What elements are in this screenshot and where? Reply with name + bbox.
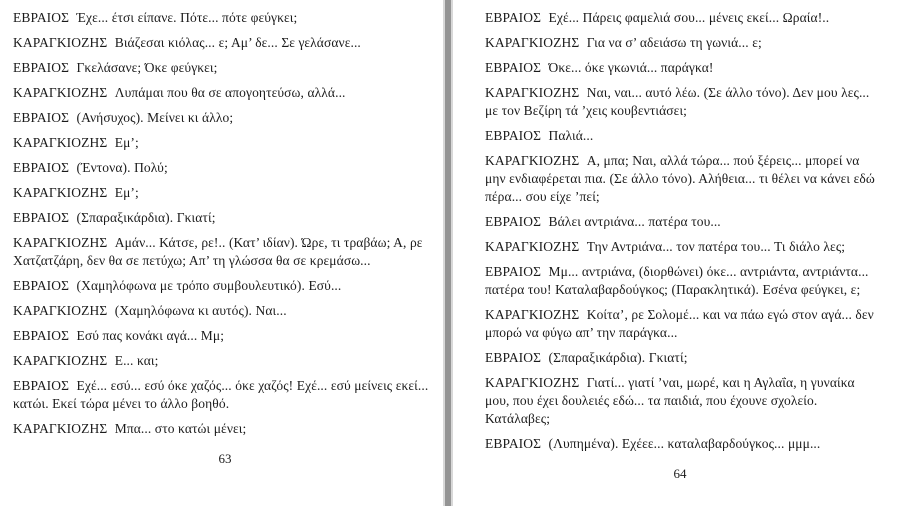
speech-text: Γκελάσανε; Όκε φεύγκει;: [76, 60, 218, 75]
dialogue-paragraph: [13, 184, 437, 202]
speaker-name: ΚΑΡΑΓΚΙΟΖΗΣ: [485, 35, 580, 50]
speaker-name: ΚΑΡΑΓΚΙΟΖΗΣ: [13, 35, 108, 50]
speaker-name: ΕΒΡΑΙΟΣ: [485, 214, 542, 229]
dialogue-paragraph: [13, 277, 437, 295]
speaker-name: ΕΒΡΑΙΟΣ: [485, 264, 542, 279]
speaker-name: ΕΒΡΑΙΟΣ: [485, 60, 542, 75]
dialogue-paragraph: [13, 377, 437, 413]
dialogue-paragraph: [13, 59, 437, 77]
speaker-name: ΕΒΡΑΙΟΣ: [13, 160, 70, 175]
speech-text: Εμ’;: [114, 135, 139, 150]
speech-text: (Χαμηλόφωνα με τρόπο συμβουλευτικό). Εσύ...: [76, 278, 342, 293]
speech-text: Κοίτα’, ρε Σολομέ... και να πάω εγώ στον αγά... δεν μπορώ να φύγω απ’ την παράγκα...: [485, 307, 874, 340]
speaker-name: ΚΑΡΑΓΚΙΟΖΗΣ: [13, 353, 108, 368]
speech-text: Μπα... στο κατώι μένει;: [114, 421, 247, 436]
speech-text: (Ανήσυχος). Μείνει κι άλλο;: [76, 110, 234, 125]
speech-text: Λυπάμαι που θα σε απογοητεύσω, αλλά...: [114, 85, 346, 100]
speech-text: Γιατί... γιατί ’ναι, μωρέ, και η Αγλαΐα, η γυναίκα μου, που έχει δουλειές εδώ... τα παιδιά, που έχουνε σχολείο. Κατάλαβες;: [485, 375, 855, 426]
speaker-name: ΚΑΡΑΓΚΙΟΖΗΣ: [13, 135, 108, 150]
speech-text: Εχέ... Πάρεις φαμελιά σου... μένεις εκεί... Ωραία!..: [548, 10, 830, 25]
speech-text: Εχέ... εσύ... εσύ όκε χαζός... όκε χαζός! Εχέ... εσύ μείνεις εκεί... κατώι. Εκεί τώρα μένει το άλλο βοηθό.: [13, 378, 429, 411]
speech-text: Ε... και;: [114, 353, 159, 368]
speech-text: (Σπαραξικάρδια). Γκιατί;: [76, 210, 216, 225]
speech-text: (Λυπημένα). Εχέεε... καταλαβαρδούγκος... μμμ...: [548, 436, 821, 451]
dialogue-list-right: [485, 9, 875, 453]
speaker-name: ΕΒΡΑΙΟΣ: [485, 10, 542, 25]
speaker-name: ΕΒΡΑΙΟΣ: [13, 328, 70, 343]
speech-text: Εσύ πας κονάκι αγά... Μμ;: [76, 328, 225, 343]
dialogue-paragraph: [485, 263, 875, 299]
dialogue-paragraph: [485, 152, 875, 206]
speaker-name: ΚΑΡΑΓΚΙΟΖΗΣ: [13, 85, 108, 100]
speaker-name: ΕΒΡΑΙΟΣ: [13, 10, 70, 25]
speaker-name: ΚΑΡΑΓΚΙΟΖΗΣ: [485, 153, 580, 168]
speech-text: Την Αντριάνα... τον πατέρα του... Τι διάλο λες;: [586, 239, 846, 254]
page-left: [0, 0, 442, 506]
dialogue-paragraph: [13, 134, 437, 152]
page-number-left: 63: [218, 451, 232, 466]
dialogue-paragraph: [13, 84, 437, 102]
dialogue-paragraph: [485, 84, 875, 120]
speech-text: Όκε... όκε γκωνιά... παράγκα!: [548, 60, 714, 75]
dialogue-paragraph: [13, 352, 437, 370]
dialogue-paragraph: [485, 59, 875, 77]
speaker-name: ΚΑΡΑΓΚΙΟΖΗΣ: [13, 303, 108, 318]
dialogue-paragraph: [13, 327, 437, 345]
dialogue-paragraph: [13, 420, 437, 438]
speaker-name: ΚΑΡΑΓΚΙΟΖΗΣ: [485, 85, 580, 100]
speech-text: (Σπαραξικάρδια). Γκιατί;: [548, 350, 688, 365]
speaker-name: ΕΒΡΑΙΟΣ: [485, 128, 542, 143]
dialogue-paragraph: [485, 349, 875, 367]
dialogue-paragraph: [485, 127, 875, 145]
speech-text: Έχε... έτσι είπανε. Πότε... πότε φεύγκει;: [76, 10, 298, 25]
speech-text: Μμ... αντριάνα, (διορθώνει) όκε... αντριάντα, αντριάντα... πατέρα του! Καταλαβαρδούγκος; (Παρακλητικά). Εσένα φεύγκει, ε;: [485, 264, 869, 297]
speaker-name: ΚΑΡΑΓΚΙΟΖΗΣ: [485, 375, 580, 390]
dialogue-paragraph: [13, 302, 437, 320]
dialogue-paragraph: [485, 306, 875, 342]
speaker-name: ΚΑΡΑΓΚΙΟΖΗΣ: [13, 235, 108, 250]
dialogue-paragraph: [485, 238, 875, 256]
speaker-name: ΚΑΡΑΓΚΙΟΖΗΣ: [485, 307, 580, 322]
speaker-name: ΕΒΡΑΙΟΣ: [485, 436, 542, 451]
speaker-name: ΚΑΡΑΓΚΙΟΖΗΣ: [13, 421, 108, 436]
dialogue-paragraph: [485, 213, 875, 231]
speaker-name: ΕΒΡΑΙΟΣ: [13, 60, 70, 75]
speech-text: (Έντονα). Πολύ;: [76, 160, 168, 175]
dialogue-paragraph: [13, 234, 437, 270]
page-number-right: 64: [673, 466, 687, 481]
speech-text: Βιάζεσαι κιόλας... ε; Αμ’ δε... Σε γελάσανε...: [114, 35, 361, 50]
dialogue-paragraph: [13, 209, 437, 227]
speech-text: Ναι, ναι... αυτό λέω. (Σε άλλο τόνο). Δεν μου λες... με τον Βεζίρη τά ’χεις κουβεντιάσει;: [485, 85, 870, 118]
dialogue-paragraph: [13, 34, 437, 52]
speech-text: Παλιά...: [548, 128, 594, 143]
speech-text: Αμάν... Κάτσε, ρε!.. (Κατ’ ιδίαν). Ώρε, τι τραβάω; Α, ρε Χατζατζάρη, δεν θα σε πετύχω; Απ’ τη γλώσσα θα σε κρεμάσω...: [13, 235, 423, 268]
speaker-name: ΕΒΡΑΙΟΣ: [13, 210, 70, 225]
speech-text: (Χαμηλόφωνα κι αυτός). Ναι...: [114, 303, 287, 318]
speech-text: Για να σ’ αδειάσω τη γωνιά... ε;: [586, 35, 762, 50]
speaker-name: ΚΑΡΑΓΚΙΟΖΗΣ: [485, 239, 580, 254]
dialogue-paragraph: [13, 159, 437, 177]
speaker-name: ΕΒΡΑΙΟΣ: [13, 278, 70, 293]
dialogue-paragraph: [13, 109, 437, 127]
dialogue-list-left: [13, 9, 437, 438]
dialogue-paragraph: [485, 435, 875, 453]
speech-text: Βάλει αντριάνα... πατέρα του...: [548, 214, 721, 229]
speaker-name: ΕΒΡΑΙΟΣ: [13, 110, 70, 125]
speech-text: Α, μπα; Ναι, αλλά τώρα... πού ξέρεις... μπορεί να μην ενδιαφέρεται πια. (Σε άλλο τόνο). Αλήθεια... τι θέλει να κάνει εδώ πέρα... σου είχε ’πεί;: [485, 153, 875, 204]
speaker-name: ΚΑΡΑΓΚΙΟΖΗΣ: [13, 185, 108, 200]
speaker-name: ΕΒΡΑΙΟΣ: [485, 350, 542, 365]
dialogue-paragraph: [485, 34, 875, 52]
speaker-name: ΕΒΡΑΙΟΣ: [13, 378, 70, 393]
dialogue-paragraph: [13, 9, 437, 27]
dialogue-paragraph: [485, 374, 875, 428]
speech-text: Εμ’;: [114, 185, 139, 200]
page-right: [454, 0, 901, 506]
page-gutter-divider: [442, 0, 454, 506]
dialogue-paragraph: [485, 9, 875, 27]
